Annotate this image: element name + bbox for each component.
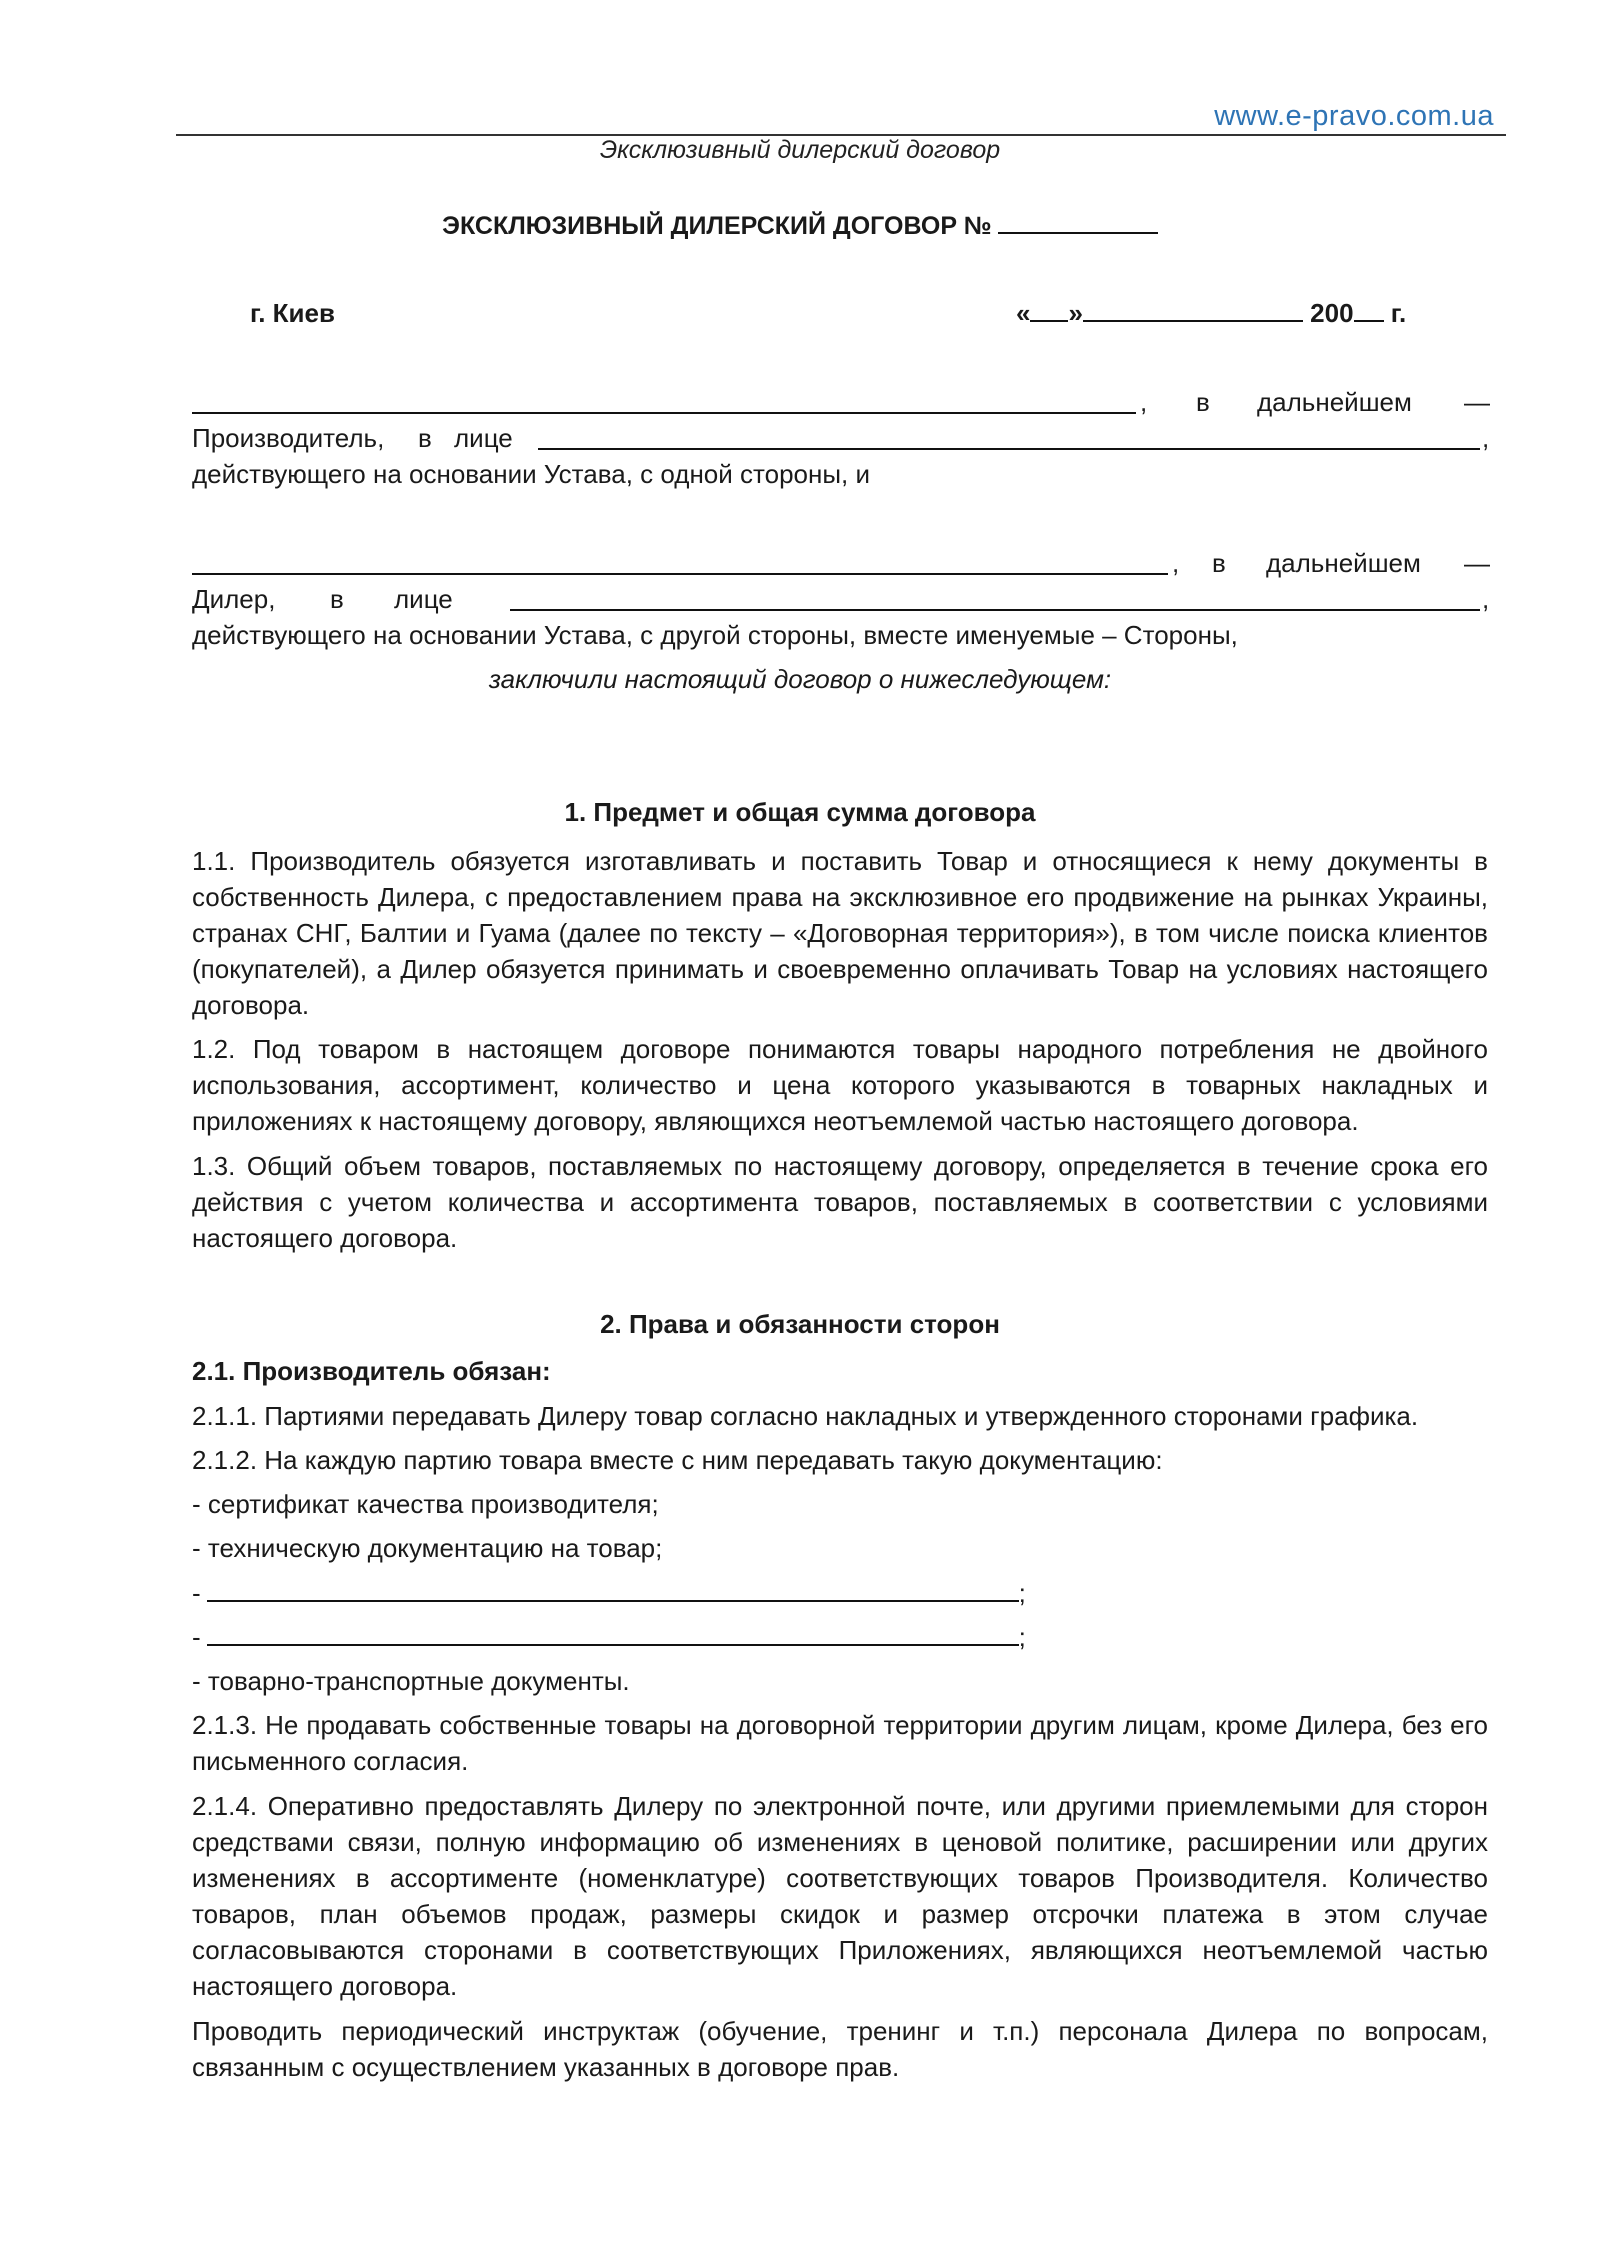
dealer-party bbox=[192, 545, 1488, 653]
producer-representative-blank bbox=[538, 448, 1480, 450]
dealer-name-blank bbox=[192, 573, 1168, 575]
dealer-dash: — bbox=[1464, 548, 1490, 578]
producer-dash: — bbox=[1464, 387, 1490, 417]
section-1-title: 1. Предмет и общая сумма договора bbox=[564, 797, 1036, 827]
section-2-title: 2. Права и обязанности сторон bbox=[600, 1309, 1000, 1339]
clause-2-1-heading: 2.1. Производитель обязан: bbox=[192, 1356, 551, 1386]
producer-word-in: в bbox=[418, 423, 432, 453]
producer-party bbox=[192, 384, 1488, 492]
clause-1-2: 1.2. Под товаром в настоящем договоре понимаются товары народного потребления не двойного использования, ассортимент, количество и цена которого указываются в товарных накладных и приложениях к настоящему договору, являющихся неотъемлемой частью настоящего договора. bbox=[192, 1034, 1488, 1136]
contract-number-blank bbox=[998, 210, 1158, 234]
running-title: Эксклюзивный дилерский договор bbox=[599, 136, 1001, 164]
doc-item-technical: - техническую документацию на товар; bbox=[192, 1533, 663, 1563]
date-quote-open: « bbox=[1016, 298, 1031, 328]
producer-name-blank bbox=[192, 412, 1136, 414]
year-suffix: г. bbox=[1390, 298, 1407, 328]
producer-end-comma: , bbox=[1482, 423, 1490, 453]
dealer-role: Дилер, bbox=[192, 584, 276, 614]
clause-2-1-4: 2.1.4. Оперативно предоставлять Дилеру по электронной почте, или другими приемлемыми для сторон средствами связи, полную информацию об изменениях в ценовой политике, расширении или других изменениях в ассортименте (номенклатуре) соответствующих товаров Производителя. Количество товаров, план объемов продаж, размеры скидок и размер отсрочки платежа в этом случае согласовываются сторонами в соответствующих Приложениях, являющихся неотъемлемой частью настоящего договора. bbox=[192, 1791, 1488, 2001]
dealer-basis: действующего на основании Устава, с другой стороны, вместе именуемые – Стороны, bbox=[192, 620, 1238, 650]
contract-date bbox=[1016, 298, 1406, 329]
clause-1-3: 1.3. Общий объем товаров, поставляемых по настоящему договору, определяется в течение срока его действия с учетом количества и ассортимента товаров, поставляемых в соответствии с условиями настоящего договора. bbox=[192, 1151, 1488, 1253]
clause-1-1: 1.1. Производитель обязуется изготавливать и поставить Товар и относящиеся к нему документы в собственность Дилера, с предоставлением права на эксклюзивное его продвижение на рынках Украины, странах СНГ, Балтии и Гуама (далее по тексту – «Договорная территория»), в том числе поиска клиентов (покупателей), а Дилер обязуется принимать и своевременно оплачивать Товар на условиях настоящего договора. bbox=[192, 846, 1488, 1020]
document-title-text: ЭКСКЛЮЗИВНЫЙ ДИЛЕРСКИЙ ДОГОВОР № bbox=[442, 212, 992, 240]
blank-item-line bbox=[207, 1576, 1019, 1602]
clause-2-1-1: 2.1.1. Партиями передавать Дилеру товар согласно накладных и утвержденного сторонами графика. bbox=[192, 1401, 1419, 1431]
producer-role: Производитель, bbox=[192, 423, 385, 453]
month-blank bbox=[1083, 298, 1303, 322]
year-blank bbox=[1354, 298, 1384, 322]
dealer-comma: , bbox=[1172, 548, 1180, 578]
date-quote-close: » bbox=[1068, 298, 1083, 328]
year-prefix: 200 bbox=[1310, 298, 1354, 328]
doc-item-certificate: - сертификат качества производителя; bbox=[192, 1489, 659, 1519]
dealer-word-v: в bbox=[1212, 548, 1226, 578]
clause-2-1-2: 2.1.2. На каждую партию товара вместе с ним передавать такую документацию: bbox=[192, 1445, 1163, 1475]
blank-item-semicolon: ; bbox=[1018, 1578, 1026, 1608]
producer-comma: , bbox=[1140, 387, 1148, 417]
dealer-word-face: лице bbox=[394, 584, 453, 614]
document-title bbox=[0, 210, 1600, 241]
concluded-line: заключили настоящий договор о нижеследующем: bbox=[488, 664, 1112, 694]
dealer-representative-blank bbox=[510, 609, 1480, 611]
site-url: www.e-pravo.com.ua bbox=[1214, 100, 1494, 132]
blank-item-line bbox=[207, 1620, 1019, 1646]
city: г. Киев bbox=[250, 298, 335, 328]
dealer-end-comma: , bbox=[1482, 584, 1490, 614]
blank-item-semicolon: ; bbox=[1018, 1622, 1026, 1652]
day-blank bbox=[1030, 298, 1068, 322]
doc-item-transport: - товарно-транспортные документы. bbox=[192, 1666, 630, 1696]
producer-word-face: лице bbox=[454, 423, 513, 453]
producer-word-further: дальнейшем bbox=[1257, 387, 1412, 417]
blank-item-dash: - bbox=[192, 1622, 201, 1652]
dealer-word-in: в bbox=[330, 584, 344, 614]
clause-2-1-3: 2.1.3. Не продавать собственные товары на договорной территории другим лицам, кроме Дилера, без его письменного согласия. bbox=[192, 1710, 1488, 1776]
producer-basis: действующего на основании Устава, с одной стороны, и bbox=[192, 459, 871, 489]
blank-item-dash: - bbox=[192, 1578, 201, 1608]
doc-item-blank-2 bbox=[192, 1619, 1026, 1655]
dealer-word-further: дальнейшем bbox=[1266, 548, 1421, 578]
producer-word-v: в bbox=[1196, 387, 1210, 417]
clause-training: Проводить периодический инструктаж (обучение, тренинг и т.п.) персонала Дилера по вопросам, связанным с осуществлением указанных в договоре прав. bbox=[192, 2016, 1488, 2082]
doc-item-blank-1 bbox=[192, 1575, 1026, 1611]
